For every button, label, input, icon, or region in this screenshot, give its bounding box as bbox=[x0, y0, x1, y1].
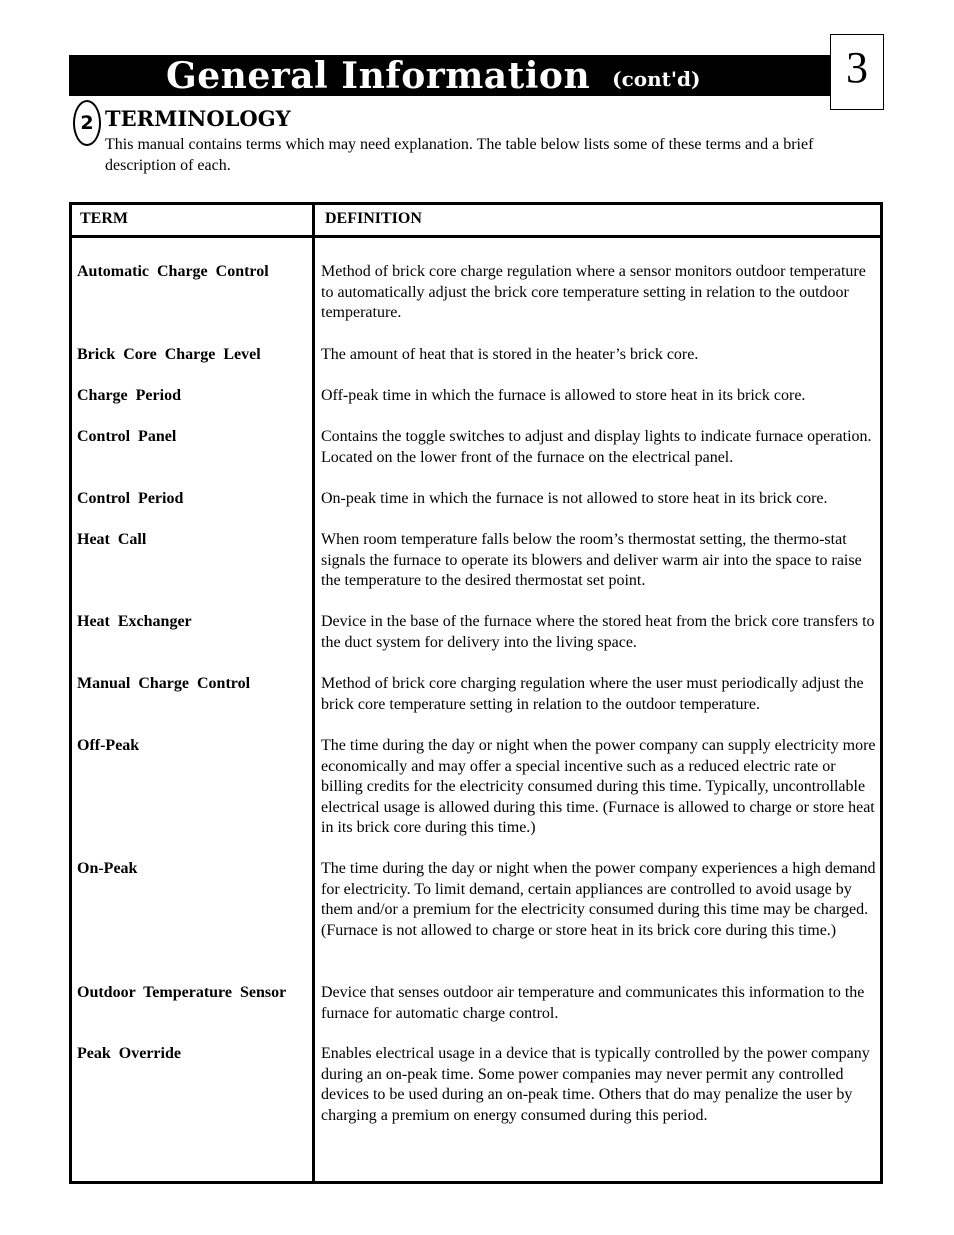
definition-cell: Method of brick core charge regulation where a sensor monitors outdoor temperature to automatically adjust the brick core temperature setting in relation to the outdoor temperature. bbox=[321, 263, 866, 322]
term-cell: Control Period bbox=[77, 490, 184, 507]
definition-cell: The time during the day or night when the power company can supply electricity more economically and may offer a special incentive such as a reduced electric rate or billing credits for the electricity consumed during this time. Typically, uncontrollable electrical usage is allowed during this time. (Furnace is allowed to charge or store heat in its brick core during this time.) bbox=[321, 737, 876, 837]
definition-cell: The amount of heat that is stored in the heater’s brick core. bbox=[321, 346, 699, 363]
definition-cell: Off-peak time in which the furnace is allowed to store heat in its brick core. bbox=[321, 387, 806, 404]
terminology-table bbox=[69, 202, 883, 1184]
column-divider bbox=[312, 205, 315, 1181]
definition-cell: Method of brick core charging regulation where the user must periodically adjust the brick core temperature setting in relation to the outdoor temperature. bbox=[321, 675, 864, 713]
page-number: 3 bbox=[830, 34, 884, 110]
page-title: General Information bbox=[166, 54, 591, 97]
term-cell: Control Panel bbox=[77, 428, 177, 445]
term-cell: Heat Exchanger bbox=[77, 613, 192, 630]
term-cell: Off-Peak bbox=[77, 737, 140, 754]
term-cell: On-Peak bbox=[77, 860, 138, 877]
title-banner bbox=[69, 55, 831, 96]
definition-cell: Device in the base of the furnace where the stored heat from the brick core transfers to the duct system for delivery into the living space. bbox=[321, 613, 875, 651]
definition-cell: The time during the day or night when the power company experiences a high demand for electricity. To limit demand, certain appliances are controlled to avoid usage by them and/or a premium for the electricity consumed during this time may be charged. (Furnace is not allowed to charge or store heat in its brick core during this time.) bbox=[321, 860, 876, 939]
page-subtitle: (cont'd) bbox=[612, 66, 701, 91]
term-cell: Brick Core Charge Level bbox=[77, 346, 261, 363]
definition-column-header: DEFINITION bbox=[325, 210, 422, 227]
definition-cell: When room temperature falls below the room’s thermostat setting, the thermo-stat signals the furnace to operate its blowers and deliver warm air into the space to raise the temperature to the desired thermostat set point. bbox=[321, 531, 862, 590]
definition-cell: On-peak time in which the furnace is not allowed to store heat in its brick core. bbox=[321, 490, 828, 507]
definition-cell: Device that senses outdoor air temperature and communicates this information to the furnace for automatic charge control. bbox=[321, 984, 865, 1022]
definition-cell: Contains the toggle switches to adjust and display lights to indicate furnace operation. Located on the lower front of the furnace on the electrical panel. bbox=[321, 428, 872, 466]
term-cell: Peak Override bbox=[77, 1045, 181, 1062]
term-cell: Automatic Charge Control bbox=[77, 263, 269, 280]
term-cell: Manual Charge Control bbox=[77, 675, 251, 692]
section-intro: This manual contains terms which may need explanation. The table below lists some of these terms and a brief description of each. bbox=[105, 136, 814, 174]
term-cell: Heat Call bbox=[77, 531, 147, 548]
definition-cell: Enables electrical usage in a device that is typically controlled by the power company during an on-peak time. Some power companies may never permit any controlled devices to be used during an on-peak time. Others that do may penalize the user by charging a premium on energy consumed during this period. bbox=[321, 1045, 870, 1124]
term-cell: Outdoor Temperature Sensor bbox=[77, 984, 287, 1001]
section-title: TERMINOLOGY bbox=[105, 106, 291, 131]
section-number-badge: 2 bbox=[73, 100, 101, 146]
header-divider bbox=[72, 235, 880, 238]
term-cell: Charge Period bbox=[77, 387, 181, 404]
term-column-header: TERM bbox=[80, 210, 128, 227]
